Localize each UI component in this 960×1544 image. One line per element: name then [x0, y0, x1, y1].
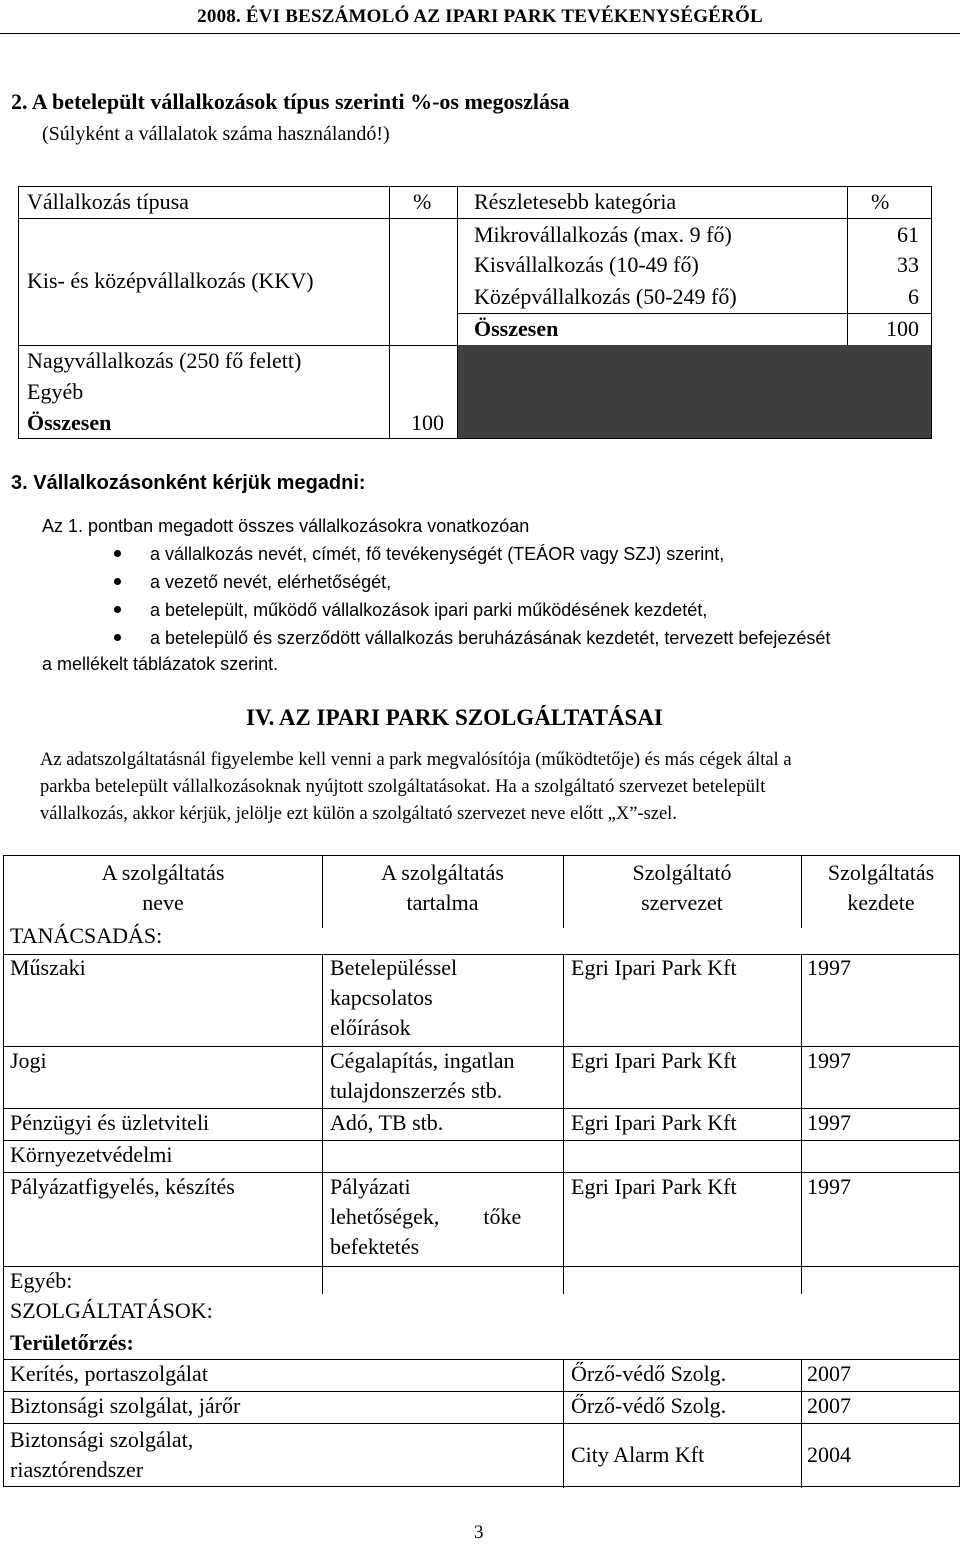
- service-provider: Őrző-védő Szolg.: [571, 1361, 727, 1386]
- other-label: Egyéb: [27, 379, 84, 404]
- header-service-provider: Szolgáltató szervezet: [632, 860, 732, 915]
- bullet-icon: [114, 578, 121, 585]
- section-4-title: IV. AZ IPARI PARK SZOLGÁLTATÁSAI: [246, 705, 663, 730]
- bullet-icon: [114, 550, 121, 557]
- category-value: 61: [897, 222, 919, 247]
- service-content: Adó, TB stb.: [330, 1110, 444, 1135]
- header-percent: %: [413, 189, 432, 214]
- document-header-title: 2008. ÉVI BESZÁMOLÓ AZ IPARI PARK TEVÉKENYSÉGÉRŐL: [197, 6, 763, 27]
- section-4-paragraph-line: vállalkozás, akkor kérjük, jelölje ezt külön a szolgáltató szervezet neve előtt „X”-szel.: [40, 804, 677, 824]
- bullet-text: a vállalkozás nevét, címét, fő tevékenységét (TEÁOR vagy SZJ) szerint,: [150, 544, 725, 564]
- service-name: Környezetvédelmi: [10, 1142, 173, 1167]
- table-divider: [19, 218, 931, 219]
- header-service-start: Szolgáltatás kezdete: [827, 860, 935, 915]
- bullet-icon: [114, 606, 121, 613]
- service-name: Pályázatfigyelés, készítés: [10, 1174, 235, 1199]
- service-name: Műszaki: [10, 955, 86, 980]
- header-service-content: A szolgáltatás tartalma: [381, 860, 504, 915]
- section-3-title: 3. Vállalkozásonként kérjük megadni:: [11, 472, 366, 494]
- table-divider: [563, 954, 564, 1294]
- category-label: Középvállalkozás (50-249 fő): [474, 284, 737, 309]
- large-company-label: Nagyvállalkozás (250 fő felett): [27, 348, 302, 373]
- section-3-intro: Az 1. pontban megadott összes vállalkozásokra vonatkozóan: [42, 516, 530, 536]
- service-start: 2007: [807, 1361, 851, 1386]
- category-value: 6: [908, 284, 919, 309]
- service-name: Biztonsági szolgálat, riasztórendszer: [10, 1427, 194, 1482]
- header-percent-detail: %: [871, 189, 890, 214]
- group-site-security: Területőrzés:: [10, 1330, 134, 1355]
- total-label: Összesen: [27, 410, 112, 435]
- service-name: Kerítés, portaszolgálat: [10, 1361, 208, 1386]
- category-total-label: Összesen: [474, 316, 559, 341]
- service-name: Egyéb:: [10, 1268, 73, 1293]
- section-4-paragraph-line: Az adatszolgáltatásnál figyelembe kell venni a park megvalósítója (működtetője) és más cégek által a: [40, 750, 792, 770]
- category-label: Mikrovállalkozás (max. 9 fő): [474, 222, 732, 247]
- section-2-subtitle: (Súlyként a vállalatok száma használandó!): [42, 123, 390, 145]
- section-2-title: 2. A betelepült vállalkozások típus szerinti %-os megoszlása: [11, 89, 570, 114]
- service-content: Betelepüléssel kapcsolatos előírások: [330, 955, 458, 1040]
- kkv-label: Kis- és középvállalkozás (KKV): [27, 268, 314, 293]
- service-name: Biztonsági szolgálat, járőr: [10, 1393, 241, 1418]
- category-value: 33: [897, 252, 919, 277]
- company-type-table: [18, 186, 932, 439]
- table-divider: [322, 954, 323, 1294]
- service-provider: Egri Ipari Park Kft: [571, 955, 737, 980]
- total-value: 100: [411, 410, 444, 435]
- service-name: Jogi: [10, 1048, 47, 1073]
- table-divider: [801, 954, 802, 1294]
- header-detailed-category: Részletesebb kategória: [474, 189, 677, 214]
- bullet-text: a vezető nevét, elérhetőségét,: [150, 572, 392, 592]
- table-divider: [4, 1423, 959, 1424]
- service-provider: Egri Ipari Park Kft: [571, 1048, 737, 1073]
- bullet-icon: [114, 634, 121, 641]
- header-service-name: A szolgáltatás neve: [101, 860, 225, 915]
- services-table: [3, 855, 960, 1487]
- category-total-value: 100: [886, 316, 919, 341]
- service-start: 1997: [807, 1110, 851, 1135]
- table-divider: [847, 187, 848, 345]
- category-label: Kisvállalkozás (10-49 fő): [474, 252, 699, 277]
- service-start: 1997: [807, 1174, 851, 1199]
- group-services: SZOLGÁLTATÁSOK:: [10, 1298, 213, 1323]
- header-company-type: Vállalkozás típusa: [27, 189, 189, 214]
- service-provider: City Alarm Kft: [571, 1442, 705, 1467]
- section-3-outro: a mellékelt táblázatok szerint.: [42, 654, 279, 674]
- service-content: Cégalapítás, ingatlan tulajdonszerzés stb.: [330, 1048, 515, 1103]
- service-start: 1997: [807, 1048, 851, 1073]
- service-provider: Egri Ipari Park Kft: [571, 1110, 737, 1135]
- service-start: 2004: [807, 1442, 851, 1467]
- service-start: 2007: [807, 1393, 851, 1418]
- table-divider: [389, 187, 390, 438]
- service-provider: Egri Ipari Park Kft: [571, 1174, 737, 1199]
- group-consulting: TANÁCSADÁS:: [10, 923, 163, 948]
- service-start: 1997: [807, 955, 851, 980]
- table-divider: [4, 1266, 959, 1267]
- shaded-cell: [457, 345, 931, 438]
- service-provider: Őrző-védő Szolg.: [571, 1393, 727, 1418]
- bullet-text: a betelepült, működő vállalkozások ipari parki működésének kezdetét,: [150, 600, 708, 620]
- section-4-paragraph-line: parkba betelepült vállalkozásoknak nyújtott szolgáltatásokat. Ha a szolgáltató szervezet betelepült: [40, 777, 766, 797]
- page-number: 3: [474, 1522, 484, 1543]
- service-name: Pénzügyi és üzletviteli: [10, 1110, 210, 1135]
- header-rule: [0, 33, 960, 34]
- bullet-text: a betelepülő és szerződött vállalkozás beruházásának kezdetét, tervezett befejezését: [150, 628, 831, 648]
- service-content: Pályázati lehetőségek, tőke befektetés: [330, 1174, 522, 1259]
